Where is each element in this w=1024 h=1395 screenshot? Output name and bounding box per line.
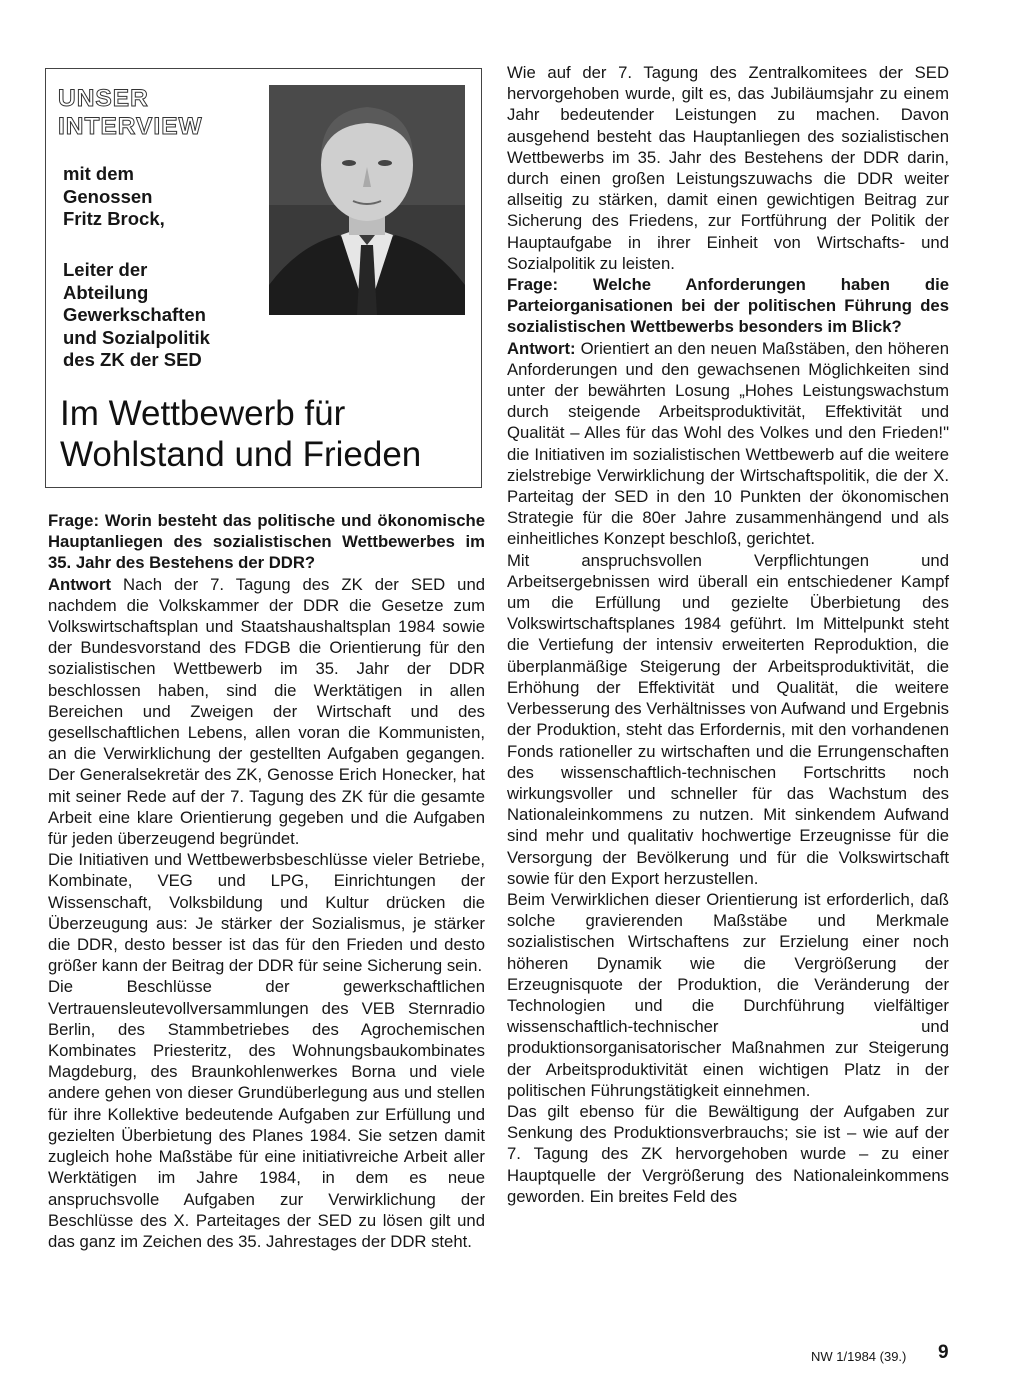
paragraph: Wie auf der 7. Tagung des Zentralkomitees der SED hervorgehoben wurde, gilt es, das Jubiläumsjahr zu einem Jahr bedeutender Leistungen zu machen. Davon ausgehend besteht das Hauptanliegen des sozialistischen Wettbewerbs im 35. Jahr des Bestehens der DDR darin, durch einen großen Leistungszuwachs die DDR weiter allseitig zu stärken, damit einen gewichtigen Beitrag zur Sicherung des Friedens, zur Fortführung der Politik der Hauptaufgabe in ihrer Einheit von Wirtschafts- und Sozialpolitik zu leisten.	[507, 63, 949, 273]
interview-box	[45, 68, 482, 488]
issue-reference: NW 1/1984 (39.)	[811, 1349, 907, 1364]
kicker	[58, 85, 203, 141]
portrait-photo	[269, 85, 465, 315]
answer-text: Orientiert an den neuen Maßstäben, den höheren Anforderungen und den gewachsenen Möglichkeiten sind unter der bewährten Losung „Hohes Leistungswachstum durch steigende Arbeitsproduktivität, Effektivität und Qualität – Alles für das Wohl des Volkes und den Frieden!" die Initiativen im sozialistischen Wettbewerb auf die weitere zielstrebige Verwirklichung der Wirtschaftspolitik, die der X. Parteitag der SED in den 10 Punkten der ökonomischen Strategie für die 80er Jahre zusammenhängend und als einheitliches Konzept beschloß, gerichtet.	[507, 338, 949, 549]
headline-line: Im Wettbewerb für	[60, 394, 346, 433]
intro-line: Fritz Brock,	[63, 208, 165, 229]
intro-line: des ZK der SED	[63, 349, 202, 370]
intro-line: Abteilung	[63, 281, 149, 303]
intro-line: und Sozialpolitik	[63, 326, 210, 348]
question-1: Frage: Worin besteht das politische und ökonomische Hauptanliegen des sozialistischen Wettbewerbes im 35. Jahr des Bestehens der DDR?	[48, 511, 485, 573]
headline-line: Wohlstand und Frieden	[60, 435, 422, 474]
answer-text: Nach der 7. Tagung des ZK der SED und nachdem die Volkskammer der DDR die Gesetze zum Volkswirtschaftsplan und Staatshaushaltsplan 1984 sowie der Bundesvorstand des FDGB die Orientierung für den sozialistischen Wettbewerb im 35. Jahr der DDR beschlossen haben, sind die Werktätigen in allen Bereichen und Zweigen der Wirtschaft und des gesellschaftlichen Lebens, allen voran die Kommunisten, an die Verwirklichung der gestellten Aufgaben gegangen. Der Generalsekretär des ZK, Genosse Erich Honecker, hat mit seiner Rede auf der 7. Tagung des ZK für die gesamte Arbeit eine klare Orientierung gegeben und die Aufgaben für jeden überzeugend begründet.	[48, 574, 486, 849]
left-column	[48, 510, 485, 1252]
answer-1	[48, 574, 485, 850]
answer-label: Antwort:	[507, 338, 576, 358]
interview-partner	[63, 163, 165, 231]
intro-line: Gewerkschaften	[63, 304, 206, 325]
answer-2	[507, 338, 949, 550]
answer-label: Antwort	[48, 574, 112, 594]
interview-partner-role	[63, 259, 210, 372]
paragraph: Das gilt ebenso für die Bewältigung der Aufgaben zur Senkung des Produktionsverbrauchs; sie ist – wie auf der 7. Tagung des ZK hervorgehoben wurde – zu einer Hauptquelle der Vergrößerung des Nationaleinkommens geworden. Ein breites Feld des	[507, 1101, 949, 1206]
paragraph: Die Initiativen und Wettbewerbsbeschlüsse vieler Betriebe, Kombinate, VEG und LPG, Einrichtungen der Wissenschaft, Volksbildung und Kultur drücken die Überzeugung aus: Je stärker der Sozialismus, je stärker die DDR, desto besser ist das für den Frieden und desto größer kann der Beitrag der DDR für seine Sicherung sein.	[48, 850, 485, 976]
page-number: 9	[938, 1342, 949, 1363]
kicker-line: UNSER	[58, 85, 149, 112]
intro-line: Genossen	[63, 185, 153, 207]
headline	[60, 393, 421, 475]
paragraph: Beim Verwirklichen dieser Orientierung ist erforderlich, daß solche gravierenden Maßstäbe und Merkmale sozialistischen Wirtschaftens zur Erzielung einer noch höheren Dynamik wie die Vergrößerung der Erzeugnisquote der Produktion, die Veränderung der Technologien und die Durchführung vielfältiger wissenschaftlich-technischer und produktionsorganisatorischer Maßnahmen zur Steigerung der Arbeitsproduktivität einen wichtigen Platz in der politischen Führungstätigkeit einnehmen.	[507, 889, 949, 1100]
right-column	[507, 62, 949, 1207]
intro-line: Leiter der	[63, 259, 148, 280]
paragraph: Die Beschlüsse der gewerkschaftlichen Vertrauensleutevollversammlungen des VEB Sternradio Berlin, des Stammbetriebes des Agrochemischen Kombinates Priesteritz, des Wohnungsbaukombinates Magdeburg, des Braunkohlenwerkes Borna und viele andere gehen von dieser Grundüberlegung aus und stellen für ihre Kollektive bedeutende Aufgaben zur Erfüllung und gezielten Überbietung des Planes 1984. Sie setzen damit zugleich hohe Maßstäbe für eine initiativreiche Arbeit aller Werktätigen im Jahre 1984, in dem es neue anspruchsvolle Aufgaben zur Verwirklichung der Beschlüsse des X. Parteitages der SED zu lösen gilt und das ganz im Zeichen des 35. Jahrestages der DDR steht.	[48, 977, 485, 1251]
intro-line: mit dem	[63, 163, 134, 184]
kicker-line: INTERVIEW	[58, 113, 203, 140]
question-2: Frage: Welche Anforderungen haben die Parteiorganisationen bei der politischen Führung des sozialistischen Wettbewerbs besonders im Blick?	[507, 275, 949, 337]
paragraph: Mit anspruchsvollen Verpflichtungen und Arbeitsergebnissen wird überall ein entschiedener Kampf um die Erfüllung und gezielte Überbietung des Volkswirtschaftsplanes 1984 geführt. Im Mittelpunkt steht die Vertiefung der intensiv erweiterten Reproduktion, die überplanmäßige Steigerung der Arbeitsproduktivität, die Erhöhung der Effektivität und Qualität, die weitere Verbesserung des Verhältnisses von Aufwand und Ergebnis der Produktion, steht das Erfordernis, mit den vorhandenen Fonds rationeller zu wirtschaften und die Errungenschaften des wissenschaftlich-technischen Fortschritts noch wirkungsvoller und schneller für das Wachstum des Nationaleinkommens zu nutzen. Mit sinkendem Aufwand sind mehr und qualitativ hochwertige Erzeugnisse für die Versorgung der Bevölkerung und für die Volkswirtschaft sowie für den Export herzustellen.	[507, 550, 949, 888]
